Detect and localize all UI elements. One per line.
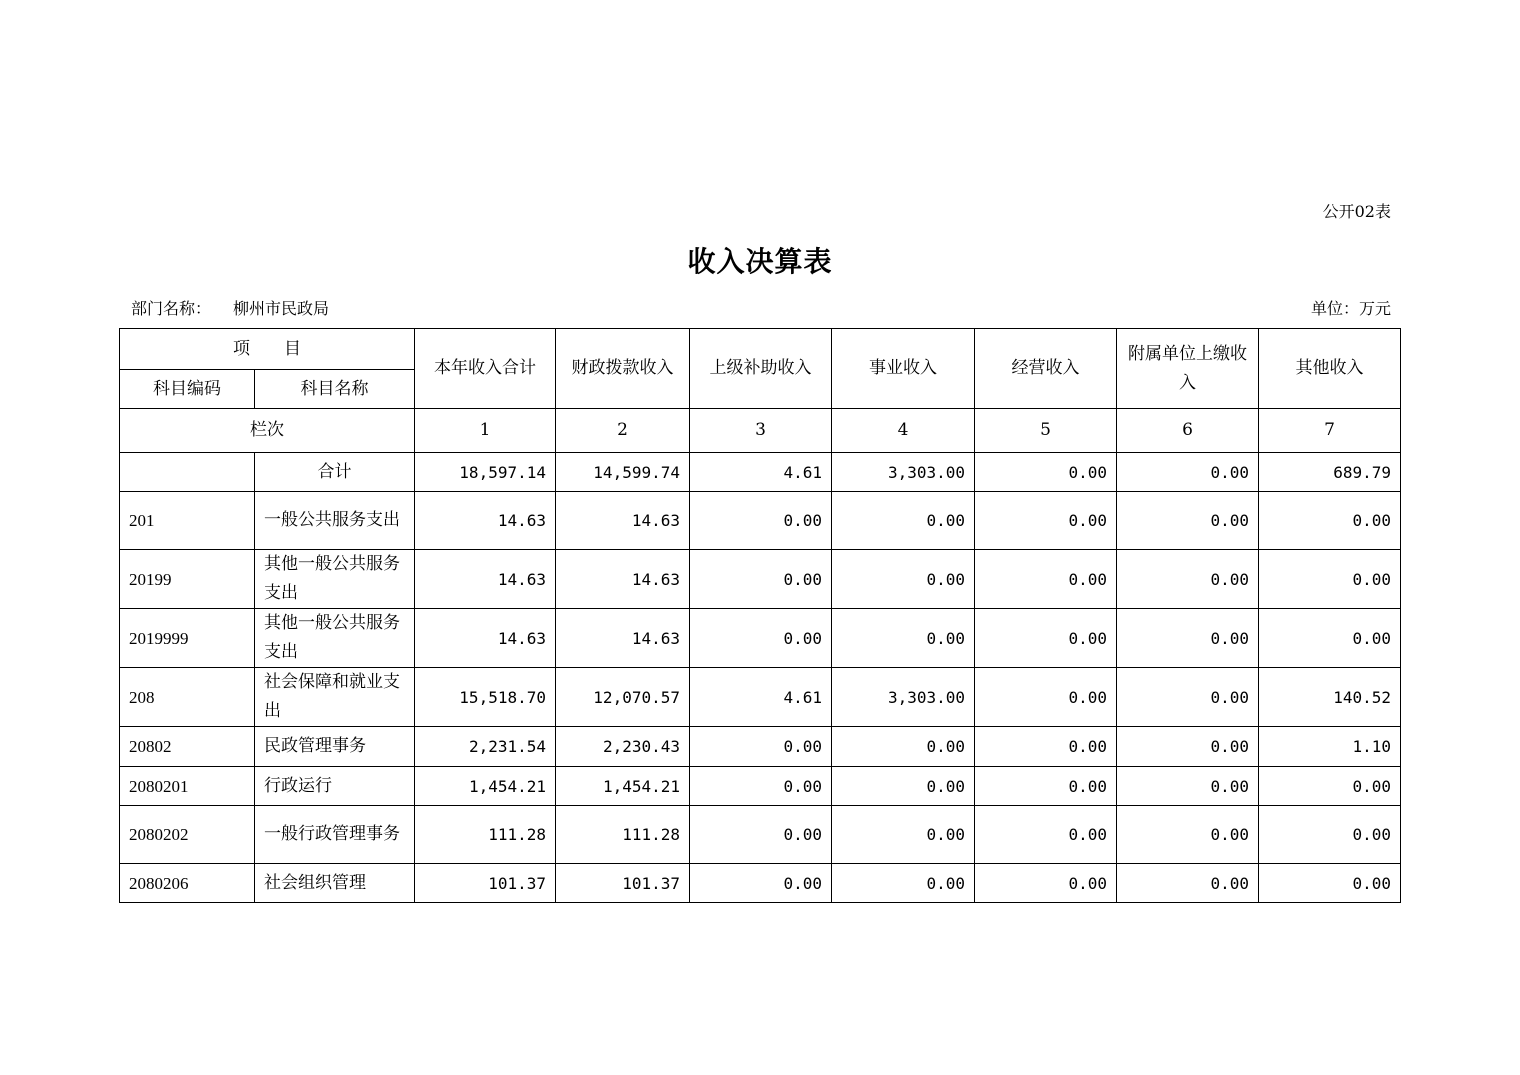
table-row — [120, 492, 1401, 550]
header-name: 科目名称 — [255, 370, 415, 409]
amount-cell: 101.37 — [556, 864, 690, 903]
total-value: 18,597.14 — [415, 453, 556, 492]
amount-cell: 2,230.43 — [556, 727, 690, 767]
amount-cell: 14.63 — [415, 550, 556, 609]
subject-name: 行政运行 — [255, 767, 415, 806]
amount-cell: 14.63 — [556, 609, 690, 668]
amount-cell: 0.00 — [690, 806, 832, 864]
amount-cell: 0.00 — [975, 864, 1117, 903]
amount-cell: 0.00 — [975, 550, 1117, 609]
amount-cell: 0.00 — [690, 864, 832, 903]
amount-cell: 0.00 — [1117, 668, 1259, 727]
amount-cell: 0.00 — [1117, 550, 1259, 609]
table-row — [120, 767, 1401, 806]
amount-cell: 2,231.54 — [415, 727, 556, 767]
total-code — [120, 453, 255, 492]
amount-cell: 0.00 — [1259, 550, 1401, 609]
subject-code: 20802 — [120, 727, 255, 767]
income-table — [119, 328, 1401, 903]
subject-name: 社会保障和就业支出 — [255, 668, 415, 727]
subject-name: 其他一般公共服务支出 — [255, 550, 415, 609]
index-row — [120, 409, 1401, 453]
header-col: 附属单位上缴收入 — [1117, 329, 1259, 409]
amount-cell: 0.00 — [975, 609, 1117, 668]
amount-cell: 1,454.21 — [556, 767, 690, 806]
amount-cell: 0.00 — [1259, 492, 1401, 550]
total-value: 0.00 — [975, 453, 1117, 492]
header-col: 其他收入 — [1259, 329, 1401, 409]
amount-cell: 140.52 — [1259, 668, 1401, 727]
amount-cell: 0.00 — [690, 727, 832, 767]
table-row — [120, 727, 1401, 767]
subject-code: 2080206 — [120, 864, 255, 903]
total-value: 14,599.74 — [556, 453, 690, 492]
amount-cell: 0.00 — [690, 550, 832, 609]
amount-cell: 0.00 — [832, 864, 975, 903]
amount-cell: 0.00 — [975, 668, 1117, 727]
department-name: 柳州市民政局 — [233, 299, 330, 318]
amount-cell: 0.00 — [1117, 864, 1259, 903]
total-value: 689.79 — [1259, 453, 1401, 492]
table-row — [120, 550, 1401, 609]
amount-cell: 0.00 — [1117, 492, 1259, 550]
amount-cell: 0.00 — [832, 806, 975, 864]
amount-cell: 0.00 — [1259, 864, 1401, 903]
index-cell: 5 — [975, 409, 1117, 453]
amount-cell: 0.00 — [690, 767, 832, 806]
amount-cell: 0.00 — [1117, 806, 1259, 864]
table-row — [120, 609, 1401, 668]
amount-cell: 12,070.57 — [556, 668, 690, 727]
header-col: 经营收入 — [975, 329, 1117, 409]
amount-cell: 0.00 — [975, 806, 1117, 864]
table-row — [120, 668, 1401, 727]
amount-cell: 1.10 — [1259, 727, 1401, 767]
amount-cell: 0.00 — [975, 727, 1117, 767]
amount-cell: 0.00 — [1117, 767, 1259, 806]
index-cell: 3 — [690, 409, 832, 453]
subject-code: 201 — [120, 492, 255, 550]
amount-cell: 0.00 — [832, 767, 975, 806]
header-col: 本年收入合计 — [415, 329, 556, 409]
index-cell: 1 — [415, 409, 556, 453]
department-label: 部门名称： — [131, 299, 212, 318]
subject-name: 一般行政管理事务 — [255, 806, 415, 864]
header-project: 项 目 — [120, 329, 415, 370]
amount-cell: 0.00 — [832, 727, 975, 767]
table-row — [120, 806, 1401, 864]
index-cell: 2 — [556, 409, 690, 453]
amount-cell: 0.00 — [690, 609, 832, 668]
amount-cell: 0.00 — [1117, 609, 1259, 668]
subject-name: 社会组织管理 — [255, 864, 415, 903]
subject-code: 2080201 — [120, 767, 255, 806]
total-row — [120, 453, 1401, 492]
total-value: 4.61 — [690, 453, 832, 492]
amount-cell: 101.37 — [415, 864, 556, 903]
amount-cell: 1,454.21 — [415, 767, 556, 806]
amount-cell: 111.28 — [415, 806, 556, 864]
header-code: 科目编码 — [120, 370, 255, 409]
amount-cell: 0.00 — [1259, 767, 1401, 806]
subject-code: 20199 — [120, 550, 255, 609]
form-number: 公开02表 — [1322, 202, 1391, 221]
amount-cell: 0.00 — [975, 767, 1117, 806]
amount-cell: 14.63 — [556, 550, 690, 609]
header-row — [120, 329, 1401, 370]
amount-cell: 0.00 — [1259, 806, 1401, 864]
unit-label: 单位：万元 — [1310, 299, 1391, 318]
amount-cell: 3,303.00 — [832, 668, 975, 727]
subject-name: 一般公共服务支出 — [255, 492, 415, 550]
page-title: 收入决算表 — [687, 245, 833, 278]
amount-cell: 0.00 — [832, 609, 975, 668]
index-cell: 7 — [1259, 409, 1401, 453]
amount-cell: 15,518.70 — [415, 668, 556, 727]
total-value: 3,303.00 — [832, 453, 975, 492]
total-value: 0.00 — [1117, 453, 1259, 492]
header-col: 上级补助收入 — [690, 329, 832, 409]
subject-code: 2019999 — [120, 609, 255, 668]
amount-cell: 14.63 — [415, 609, 556, 668]
table-row — [120, 864, 1401, 903]
header-col: 事业收入 — [832, 329, 975, 409]
amount-cell: 0.00 — [1117, 727, 1259, 767]
subject-code: 2080202 — [120, 806, 255, 864]
subject-name: 民政管理事务 — [255, 727, 415, 767]
amount-cell: 0.00 — [832, 550, 975, 609]
amount-cell: 0.00 — [975, 492, 1117, 550]
index-cell: 6 — [1117, 409, 1259, 453]
index-cell: 4 — [832, 409, 975, 453]
header-col: 财政拨款收入 — [556, 329, 690, 409]
total-label: 合计 — [255, 453, 415, 492]
amount-cell: 0.00 — [832, 492, 975, 550]
amount-cell: 111.28 — [556, 806, 690, 864]
subject-name: 其他一般公共服务支出 — [255, 609, 415, 668]
department-line — [131, 296, 329, 319]
amount-cell: 4.61 — [690, 668, 832, 727]
index-label: 栏次 — [120, 409, 415, 453]
subject-code: 208 — [120, 668, 255, 727]
amount-cell: 0.00 — [1259, 609, 1401, 668]
amount-cell: 14.63 — [415, 492, 556, 550]
amount-cell: 14.63 — [556, 492, 690, 550]
amount-cell: 0.00 — [690, 492, 832, 550]
